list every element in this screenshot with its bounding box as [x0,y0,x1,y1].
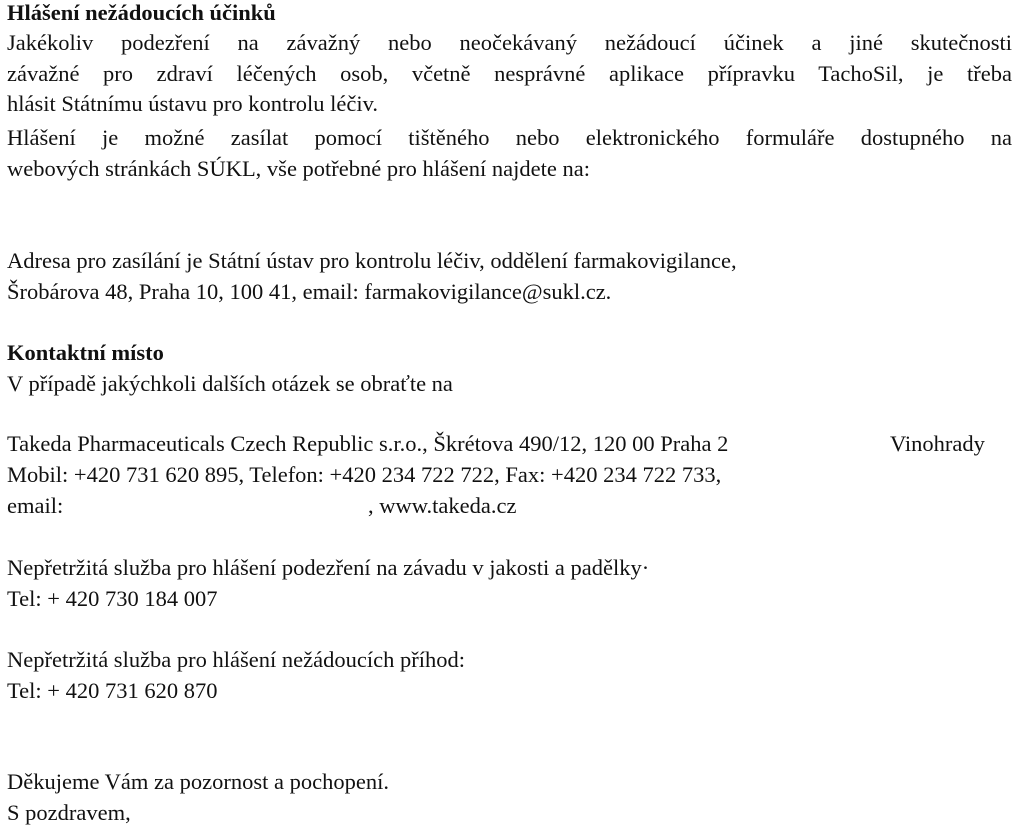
adverse-service-title: Nepřetržitá služba pro hlášení nežádoucích příhod: [7,647,465,672]
contact-phones-line: Mobil: +420 731 620 895, Telefon: +420 234 722 722, Fax: +420 234 722 733, [7,462,722,487]
report-para1-line2: závažné pro zdraví léčených osob, včetně nesprávné aplikace přípravku TachoSil, je třeba [7,61,1012,86]
report-para1-line3: hlásit Státnímu ústavu pro kontrolu léčiv. [7,91,378,116]
quality-service-title: Nepřetržitá služba pro hlášení podezření na závadu v jakosti a padělky· [7,555,650,580]
report-para1-line1: Jakékoliv podezření na závažný nebo neočekávaný nežádoucí účinek a jiné skutečnosti [7,30,1012,55]
quality-service-phone: Tel: + 420 730 184 007 [7,586,218,611]
report-address-line2: Šrobárova 48, Praha 10, 100 41, email: farmakovigilance@sukl.cz. [7,279,612,304]
contact-website: , www.takeda.cz [368,493,517,518]
closing-regards: S pozdravem, [7,800,131,825]
report-address-line1: Adresa pro zasílání je Státní ústav pro kontrolu léčiv, oddělení farmakovigilance, [7,248,737,273]
report-para2-line1: Hlášení je možné zasílat pomocí tištěného nebo elektronického formuláře dostupného na [7,125,1012,150]
contact-email-label: email: [7,493,64,518]
contact-company-line-tail: Vinohrady [890,431,985,456]
contact-intro: V případě jakýchkoli dalších otázek se obraťte na [7,371,453,396]
adverse-service-phone: Tel: + 420 731 620 870 [7,678,218,703]
closing-thanks: Děkujeme Vám za pozornost a pochopení. [7,769,389,794]
report-para2-line2: webových stránkách SÚKL, vše potřebné pro hlášení najdete na: [7,156,590,181]
contact-company-line: Takeda Pharmaceuticals Czech Republic s.r.o., Škrétova 490/12, 120 00 Praha 2 [7,431,729,456]
report-heading: Hlášení nežádoucích účinků [7,0,276,25]
contact-heading: Kontaktní místo [7,340,164,365]
